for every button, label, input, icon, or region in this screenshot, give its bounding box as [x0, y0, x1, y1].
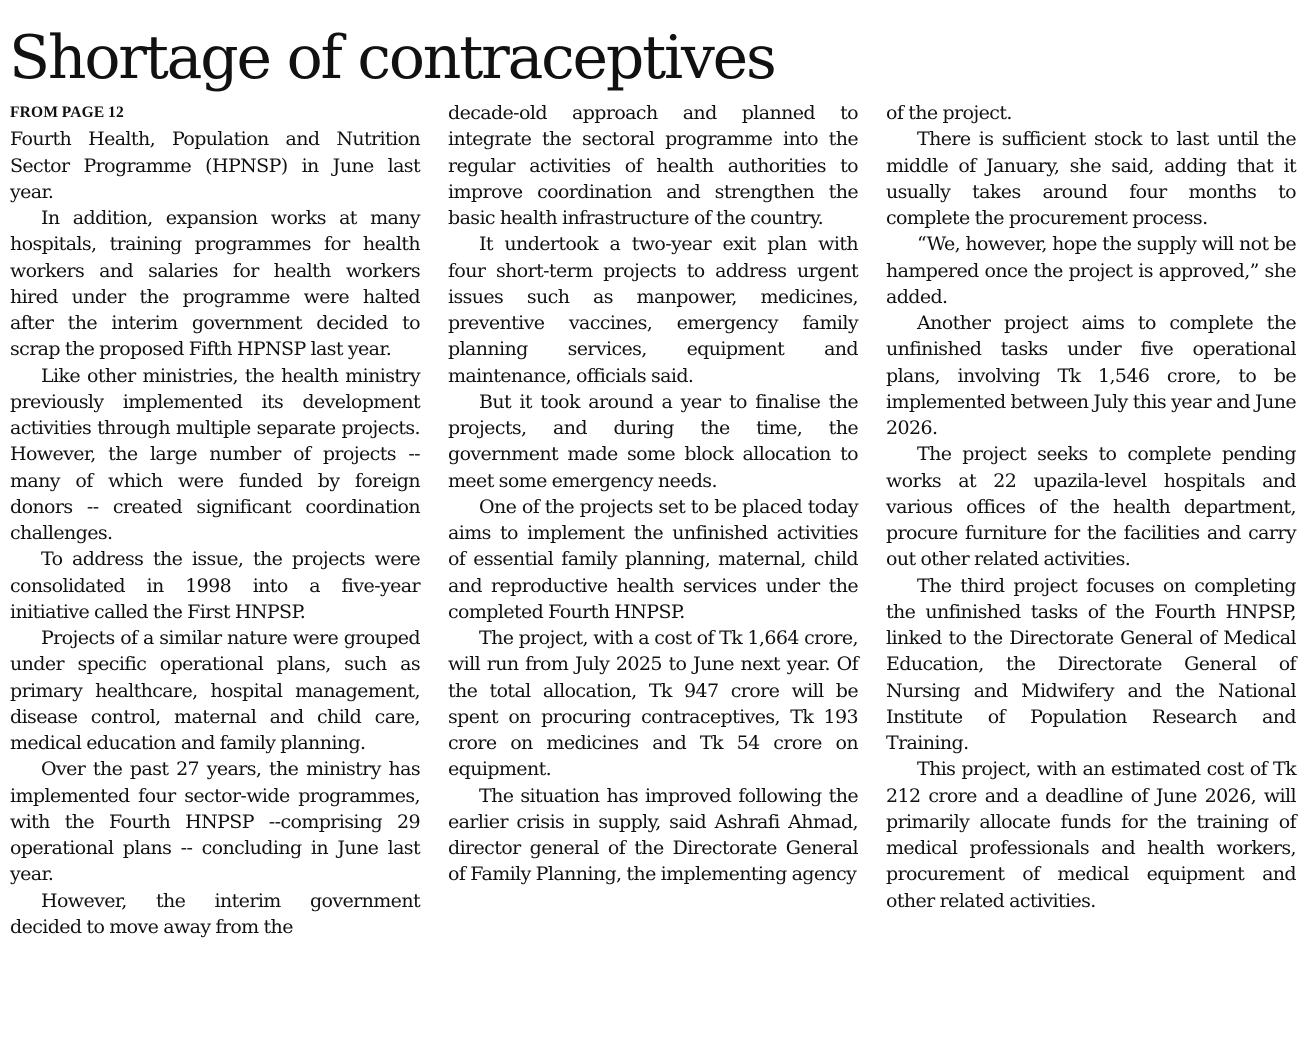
paragraph-10: One of the projects set to be placed today aims to implement the unfinished activities of essential family planning, maternal, child and reproductive health services under the completed Fourth HNPSP.	[448, 495, 858, 623]
paragraph-18: This project, with an estimated cost of Tk 212 crore and a deadline of June 2026, will primarily allocate funds for the training of medical professionals and health workers, procurement of medical equipment and other related activities.	[886, 758, 1296, 912]
paragraph-3: Like other ministries, the health ministry previously implemented its development activities through multiple separate projects. However, the large number of projects -- many of which were funded by foreign donors -- created significant coordination challenges.	[10, 364, 420, 544]
paragraph-2: In addition, expansion works at many hospitals, training programmes for health workers and salaries for health workers hired under the programme were halted after the interim government decided to scrap the proposed Fifth HPNSP last year.	[10, 207, 420, 361]
paragraph-4: To address the issue, the projects were consolidated in 1998 into a five-year initiative called the First HNPSP.	[10, 548, 420, 623]
paragraph-12: The situation has improved following the earlier crisis in supply, said Ashrafi Ahmad, director general of the Directorate General of Family Planning, the implementing agency	[448, 784, 858, 886]
column-3	[886, 100, 1296, 914]
paragraph-11: The project, with a cost of Tk 1,664 crore, will run from July 2025 to June next year. Of the total allocation, Tk 947 crore will be spent on procuring contraceptives, Tk 193 crore on medicines and Tk 54 crore on equipment.	[448, 627, 858, 781]
paragraph-16: The project seeks to complete pending works at 22 upazila-level hospitals and various offices of the health department, procure furniture for the facilities and carry out other related activities.	[886, 443, 1296, 571]
paragraph-14: “We, however, hope the supply will not be hampered once the project is approved,” she added.	[886, 233, 1296, 308]
kicker: FROM PAGE 12	[10, 104, 124, 121]
paragraph-5: Projects of a similar nature were grouped under specific operational plans, such as primary healthcare, hospital management, disease control, maternal and child care, medical education and family planning.	[10, 627, 420, 754]
column-2	[448, 100, 858, 888]
paragraph-6: Over the past 27 years, the ministry has implemented four sector-wide programmes, with the Fourth HNPSP --comprising 29 operational plans -- concluding in June last year.	[10, 758, 420, 886]
paragraph-13: There is sufficient stock to last until the middle of January, she said, adding that it usually takes around four months to complete the procurement process.	[886, 128, 1296, 229]
paragraph-15: Another project aims to complete the unfinished tasks under five operational plans, involving Tk 1,546 crore, to be implemented between July this year and June 2026.	[886, 312, 1296, 439]
paragraph-8: It undertook a two-year exit plan with four short-term projects to address urgent issues such as manpower, medicines, preventive vaccines, emergency family planning services, equipment and maintenance, officials said.	[448, 233, 858, 387]
headline: Shortage of contraceptives	[9, 23, 775, 93]
paragraph-1: Fourth Health, Population and Nutrition Sector Programme (HPNSP) in June last year.	[10, 128, 420, 203]
paragraph-12-continued: of the project.	[886, 102, 1012, 124]
paragraph-7-continued: decade-old approach and planned to integrate the sectoral programme into the regular activities of health authorities to improve coordination and strengthen the basic health infrastructure of the country.	[448, 102, 858, 229]
paragraph-7: However, the interim government decided to move away from the	[10, 889, 420, 938]
column-1	[10, 100, 420, 940]
paragraph-9: But it took around a year to finalise the projects, and during the time, the government made some block allocation to meet some emergency needs.	[448, 390, 858, 492]
paragraph-17: The third project focuses on completing the unfinished tasks of the Fourth HNPSP, linked to the Directorate General of Medical Education, the Directorate General of Nursing and Midwifery and the National Institute of Population Research and Training.	[886, 574, 1296, 754]
